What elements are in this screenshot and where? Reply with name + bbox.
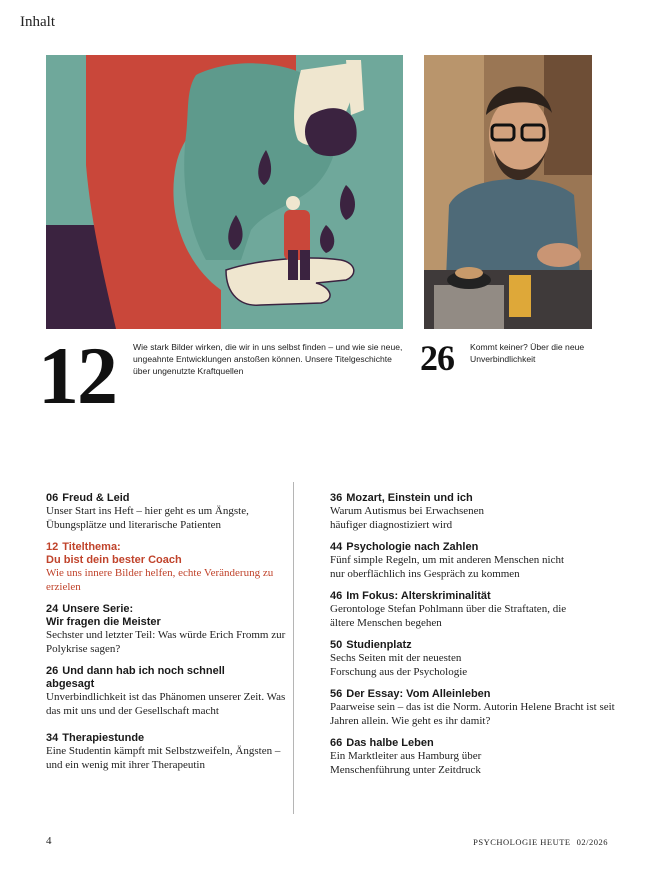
toc-desc: Paarweise sein – das ist die Norm. Autorin Helene Bracht ist seit Jahren allein. Wie geht es ihr damit? (330, 701, 615, 727)
toc-title: Therapiestunde (62, 732, 145, 744)
toc-title: Titelthema: (62, 541, 121, 553)
toc-title: Im Fokus: Alterskriminalität (346, 590, 491, 602)
toc-entry[interactable] (46, 603, 286, 656)
toc-left-column (46, 492, 286, 781)
man-with-phone-photo[interactable] (424, 55, 592, 329)
toc-page: 06 (46, 492, 59, 504)
toc-title: Das halbe Leben (346, 737, 434, 749)
toc-entry[interactable] (330, 492, 500, 532)
toc-page: 46 (330, 590, 343, 602)
toc-desc: Wie uns innere Bilder helfen, echte Veränderung zu erzielen (46, 567, 274, 593)
feature-caption-26: Kommt keiner? Über die neue Unverbindlichkeit (470, 342, 585, 364)
toc-desc: Gerontologe Stefan Pohlmann über die Straftaten, die ältere Menschen begehen (330, 603, 567, 629)
toc-desc: Warum Autismus bei Erwachsenen häufiger diagnostiziert wird (330, 505, 484, 531)
toc-title: Mozart, Einstein und ich (346, 492, 473, 504)
running-footer (473, 837, 608, 847)
toc-title: Und dann hab ich noch schnell abgesagt (46, 665, 225, 690)
toc-page: 56 (330, 688, 343, 700)
hand-figure-illustration (46, 55, 403, 329)
toc-entry[interactable] (330, 688, 620, 728)
toc-title: Psychologie nach Zahlen (346, 541, 479, 553)
toc-page: 26 (46, 665, 59, 677)
toc-entry[interactable] (46, 665, 286, 718)
toc-entry[interactable] (46, 492, 286, 532)
toc-desc: Sechster und letzter Teil: Was würde Erich Fromm zur Polykrise sagen? (46, 629, 286, 655)
toc-page: 34 (46, 732, 59, 744)
section-label: Inhalt (20, 14, 55, 30)
toc-entry[interactable] (330, 639, 510, 679)
cover-story-illustration[interactable] (46, 55, 403, 329)
toc-entry[interactable] (330, 541, 580, 581)
toc-desc: Eine Studentin kämpft mit Selbstzweifeln, Ängsten – und ein wenig mit ihrer Therapeutin (46, 745, 281, 771)
toc-right-column (330, 492, 620, 786)
toc-desc: Sechs Seiten mit der neuesten Forschung aus der Psychologie (330, 652, 468, 678)
toc-entry[interactable] (46, 732, 286, 772)
magazine-name: PSYCHOLOGIE HEUTE (473, 837, 571, 847)
column-divider (293, 482, 294, 814)
toc-entry[interactable] (330, 737, 530, 777)
toc-page: 66 (330, 737, 343, 749)
toc-page: 24 (46, 603, 59, 615)
cafe-photo (424, 55, 592, 329)
toc-page: 12 (46, 541, 59, 553)
toc-title: Studienplatz (346, 639, 412, 651)
toc-desc: Unverbindlichkeit ist das Phänomen unserer Zeit. Was das mit uns und der Gesellschaft macht (46, 691, 286, 717)
toc-desc: Ein Marktleiter aus Hamburg über Menschenführung unter Zeitdruck (330, 750, 482, 776)
toc-title-line2: Wir fragen die Meister (46, 616, 161, 628)
issue-number: 02/2026 (576, 837, 608, 847)
toc-page: 44 (330, 541, 343, 553)
toc-title: Freud & Leid (62, 492, 130, 504)
toc-entry-cover-story[interactable] (46, 541, 286, 594)
toc-desc: Fünf simple Regeln, um mit anderen Menschen nicht nur oberflächlich ins Gespräch zu kommen (330, 554, 565, 580)
toc-title: Unsere Serie: (62, 603, 134, 615)
feature-number-12: 12 (38, 330, 116, 421)
page-number: 4 (46, 835, 52, 847)
toc-entry[interactable] (330, 590, 570, 630)
toc-desc: Unser Start ins Heft – hier geht es um Ängste, Übungsplätze und literarische Patienten (46, 505, 249, 531)
toc-page: 36 (330, 492, 343, 504)
toc-page: 50 (330, 639, 343, 651)
feature-caption-12: Wie stark Bilder wirken, die wir in uns selbst finden – und wie sie neue, ungeahnte Entwicklungen anstoßen können. Unsere Titelgeschichte über ungenutzte Kraftquellen (133, 342, 403, 376)
toc-title: Der Essay: Vom Alleinleben (346, 688, 491, 700)
feature-number-26: 26 (420, 338, 454, 378)
toc-title-line2: Du bist dein bester Coach (46, 554, 182, 566)
